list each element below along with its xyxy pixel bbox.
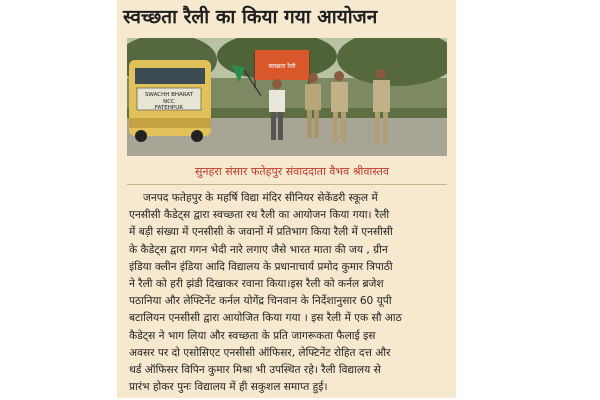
article-line: बटालियन एनसीसी द्वारा आयोजित किया गया । इस रैली में एक सौ आठ bbox=[129, 312, 402, 325]
article-line: जनपद फतेहपुर के महर्षि विद्या मंदिर सीनियर सेकेंडरी स्कूल में bbox=[143, 192, 378, 204]
article-line: ने रैली को हरी झंडी दिखाकर रवाना किया।इस रैली को कर्नल ब्रजेश bbox=[129, 278, 384, 291]
photo-caption: सुनहरा संसार फतेहपुर संवाददाता वैभव श्रीवास्तव bbox=[194, 165, 390, 178]
van-sign-line2: NCC bbox=[163, 99, 175, 105]
article-line: इंडिया क्लीन इंडिया आदि विद्यालय के प्रधानाचार्य प्रमोद कुमार त्रिपाठी bbox=[129, 260, 393, 273]
news-photo bbox=[127, 38, 447, 156]
article-line: प्रारंभ होकर पुनः विद्यालय में ही सकुशल समाप्त हुई। bbox=[129, 381, 328, 394]
article-line: कैडेट्स ने भाग लिया और स्वच्छता के प्रति जागरूकता फैलाई इस bbox=[129, 329, 376, 342]
article-body bbox=[129, 190, 445, 395]
van bbox=[129, 60, 211, 142]
article-line: एनसीसी कैडेट्स द्वारा स्वच्छता रथ रैली का आयोजन किया गया। रैली bbox=[129, 209, 390, 222]
rally-photo-illustration bbox=[127, 38, 447, 156]
van-sign-line1: SWACHH BHARAT bbox=[144, 92, 194, 98]
article-line: अवसर पर दो एसोसिएट एनसीसी ऑफिसर, लेफ्टिनेंट रोहित दत्त और bbox=[129, 346, 391, 359]
headline: स्वच्छता रैली का किया गया आयोजन bbox=[123, 6, 378, 28]
newspaper-clipping bbox=[117, 0, 456, 398]
article-line: थर्ड ऑफिसर विपिन कुमार मिश्रा भी उपस्थित रहे। रैली विद्यालय से bbox=[129, 364, 381, 377]
van-sign-line3: FATEHPUR bbox=[154, 105, 184, 111]
article-line: में बड़ी संख्या में एनसीसी के जवानों में प्रतिभाग किया रैली में एनसीसी bbox=[129, 226, 393, 239]
banner-text: स्वच्छता रैली bbox=[268, 63, 296, 70]
article-line: के कैडेट्स द्वारा गगन भेदी नारे लगाए जैसे भारत माता की जय , ग्रीन bbox=[129, 243, 388, 256]
caption-divider bbox=[127, 184, 447, 185]
article-line: पठानिया और लेफ्टिनेंट कर्नल योगेंद्र चिनवान के निर्देशानुसार 60 यूपी bbox=[129, 295, 392, 308]
